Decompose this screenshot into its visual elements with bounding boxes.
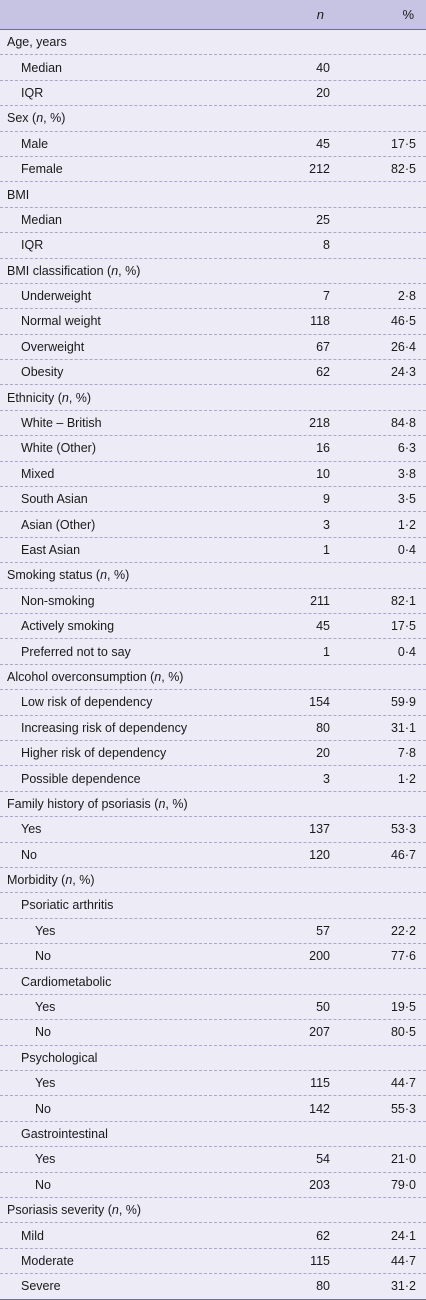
table-row — [0, 55, 426, 80]
row-label-text: Age, years — [7, 35, 67, 50]
row-pct: 44·7 — [390, 1076, 416, 1091]
row-pct: 84·8 — [390, 416, 416, 431]
row-label-text: Sex ( — [7, 111, 37, 126]
table-row — [0, 766, 426, 791]
row-label — [0, 975, 250, 989]
row-n: 218 — [309, 416, 330, 431]
table-row — [0, 360, 426, 385]
row-label — [0, 188, 250, 202]
row-label-italic: n — [111, 1203, 119, 1218]
row-label — [0, 492, 250, 506]
row-label — [0, 238, 250, 252]
row-label — [0, 949, 250, 963]
row-label-text: BMI classification ( — [7, 263, 112, 278]
row-label-text: Psychological — [21, 1050, 98, 1065]
table-row — [0, 132, 426, 157]
row-pct: 6·3 — [397, 441, 416, 456]
row-pct: 31·2 — [390, 1279, 416, 1294]
row-label-text: South Asian — [21, 492, 88, 507]
row-pct: 3·8 — [397, 466, 416, 481]
table-row — [0, 1173, 426, 1198]
row-label-text: No — [35, 1177, 51, 1192]
table-row — [0, 487, 426, 512]
row-label — [0, 340, 250, 354]
row-n: 45 — [316, 136, 330, 151]
row-label-text: Obesity — [21, 365, 64, 380]
table-row — [0, 944, 426, 969]
row-label-text: Ethnicity ( — [7, 390, 62, 405]
row-label — [0, 1254, 250, 1268]
row-pct: 7·8 — [397, 746, 416, 761]
table-row — [0, 995, 426, 1020]
row-n: 3 — [323, 771, 330, 786]
row-label-text: Median — [21, 212, 62, 227]
row-label — [0, 721, 250, 735]
row-pct: 59·9 — [390, 695, 416, 710]
row-label — [0, 898, 250, 912]
table-header — [0, 0, 426, 30]
row-label — [0, 1102, 250, 1116]
row-label-tail: , %) — [72, 873, 95, 888]
row-label — [0, 619, 250, 633]
row-pct: 31·1 — [390, 720, 416, 735]
row-label-text: Yes — [35, 1152, 56, 1167]
row-label-tail: , %) — [161, 669, 184, 684]
row-label-tail: , %) — [118, 1203, 142, 1218]
table-row — [0, 1198, 426, 1223]
row-pct: 17·5 — [390, 619, 416, 634]
table-row — [0, 893, 426, 918]
table-row — [0, 182, 426, 207]
row-label-text: Yes — [35, 1076, 56, 1091]
header-n: n — [316, 7, 324, 22]
row-label-text: White – British — [21, 416, 102, 431]
row-n: 25 — [316, 212, 330, 227]
table-row — [0, 462, 426, 487]
row-label-text: Morbidity ( — [7, 873, 66, 888]
table-row — [0, 1147, 426, 1172]
row-label — [0, 594, 250, 608]
row-label — [0, 35, 250, 49]
table-row — [0, 30, 426, 55]
row-pct: 24·3 — [390, 365, 416, 380]
row-label-text: Yes — [35, 1000, 56, 1015]
row-pct: 46·5 — [390, 314, 416, 329]
row-pct: 55·3 — [390, 1101, 416, 1116]
table-row — [0, 792, 426, 817]
row-label-italic: n — [100, 568, 108, 583]
row-label — [0, 1152, 250, 1166]
table-row — [0, 716, 426, 741]
row-label — [0, 137, 250, 151]
row-label-text: Underweight — [21, 289, 92, 304]
row-label-text: Mild — [21, 1228, 44, 1243]
row-label-text: No — [35, 949, 51, 964]
table-row — [0, 690, 426, 715]
row-n: 1 — [323, 644, 330, 659]
table-row — [0, 309, 426, 334]
row-n: 211 — [310, 593, 330, 608]
row-n: 3 — [323, 517, 330, 532]
row-n: 16 — [316, 441, 330, 456]
row-pct: 22·2 — [390, 923, 416, 938]
row-label — [0, 1279, 250, 1293]
table-row — [0, 665, 426, 690]
row-label — [0, 645, 250, 659]
row-pct: 79·0 — [390, 1177, 416, 1192]
row-label-text: White (Other) — [21, 441, 97, 456]
table-row — [0, 208, 426, 233]
row-n: 20 — [316, 85, 330, 100]
row-label-italic: n — [65, 873, 73, 888]
row-n: 200 — [309, 949, 330, 964]
row-label — [0, 797, 250, 811]
row-label-text: IQR — [21, 238, 44, 253]
row-label-text: No — [21, 847, 37, 862]
row-n: 9 — [323, 492, 330, 507]
row-label-text: Preferred not to say — [21, 644, 131, 659]
row-n: 137 — [309, 822, 330, 837]
row-label-text: Psoriatic arthritis — [21, 898, 114, 913]
table-row — [0, 563, 426, 588]
row-label-text: Family history of psoriasis ( — [7, 796, 159, 811]
row-label-italic: n — [154, 669, 162, 684]
row-n: 80 — [316, 720, 330, 735]
row-label — [0, 1178, 250, 1192]
row-label — [0, 162, 250, 176]
row-n: 8 — [323, 238, 330, 253]
row-label-text: Increasing risk of dependency — [21, 720, 188, 735]
row-n: 62 — [316, 365, 330, 380]
table-body — [0, 30, 426, 1300]
row-label-italic: n — [36, 111, 44, 126]
row-n: 7 — [323, 289, 330, 304]
row-n: 120 — [309, 847, 330, 862]
row-label-text: Severe — [21, 1279, 61, 1294]
row-label-tail: , %) — [68, 390, 92, 405]
row-label — [0, 289, 250, 303]
row-label — [0, 1203, 250, 1217]
row-label — [0, 1051, 250, 1065]
row-label — [0, 1000, 250, 1014]
row-label — [0, 111, 250, 125]
row-label — [0, 213, 250, 227]
row-n: 40 — [316, 60, 330, 75]
row-label-text: Low risk of dependency — [21, 695, 153, 710]
row-n: 118 — [310, 314, 330, 329]
table-row — [0, 919, 426, 944]
row-label-text: No — [35, 1025, 51, 1040]
row-label-text: Female — [21, 162, 63, 177]
row-label — [0, 1025, 250, 1039]
table-row — [0, 843, 426, 868]
row-label-text: Male — [21, 136, 49, 151]
row-label — [0, 873, 250, 887]
row-label-tail: , %) — [118, 263, 141, 278]
table-row — [0, 1020, 426, 1045]
row-n: 1 — [323, 543, 330, 557]
table-row — [0, 1046, 426, 1071]
table-row — [0, 538, 426, 563]
row-label-italic: n — [61, 390, 69, 405]
row-label — [0, 772, 250, 786]
header-pct: % — [402, 7, 414, 22]
row-label-tail: , %) — [165, 796, 188, 811]
table-row — [0, 868, 426, 893]
row-pct: 2·8 — [397, 289, 416, 304]
row-label — [0, 416, 250, 430]
row-n: 212 — [309, 162, 330, 177]
row-label — [0, 518, 250, 532]
row-pct: 46·7 — [390, 847, 416, 862]
row-n: 54 — [316, 1152, 330, 1167]
row-label — [0, 568, 250, 582]
row-label — [0, 848, 250, 862]
table-row — [0, 741, 426, 766]
table-row — [0, 81, 426, 106]
table-row — [0, 1122, 426, 1147]
row-label — [0, 1076, 250, 1090]
row-label — [0, 264, 250, 278]
row-pct: 0·4 — [397, 644, 416, 659]
row-label-text: Normal weight — [21, 314, 101, 329]
row-pct: 82·5 — [390, 162, 416, 177]
row-n: 115 — [310, 1253, 330, 1268]
row-pct: 1·2 — [397, 771, 416, 786]
row-label — [0, 441, 250, 455]
row-label-text: Gastrointestinal — [21, 1126, 108, 1141]
row-label-text: Yes — [21, 822, 42, 837]
row-label-text: Overweight — [21, 339, 85, 354]
row-pct: 77·6 — [390, 949, 416, 964]
row-pct: 3·5 — [397, 492, 416, 507]
row-label-text: Alcohol overconsumption ( — [7, 669, 155, 684]
row-pct: 1·2 — [397, 517, 416, 532]
table-row — [0, 385, 426, 410]
table-row — [0, 436, 426, 461]
row-n: 154 — [309, 695, 330, 710]
table-row — [0, 335, 426, 360]
row-label — [0, 924, 250, 938]
row-label — [0, 746, 250, 760]
table-row — [0, 1071, 426, 1096]
table-row — [0, 1274, 426, 1299]
row-n: 62 — [316, 1228, 330, 1243]
row-n: 20 — [316, 746, 330, 761]
row-label-italic: n — [111, 263, 119, 278]
table-row — [0, 1223, 426, 1248]
row-label-text: Psoriasis severity ( — [7, 1203, 112, 1218]
row-pct: 26·4 — [390, 339, 416, 354]
row-label-text: No — [35, 1101, 51, 1116]
row-label — [0, 391, 250, 405]
row-n: 80 — [316, 1279, 330, 1294]
row-label-text: Possible dependence — [21, 771, 141, 786]
row-label-text: Higher risk of dependency — [21, 746, 167, 761]
row-label — [0, 61, 250, 75]
row-pct: 53·3 — [390, 822, 416, 837]
row-n: 142 — [309, 1101, 330, 1116]
table-row — [0, 639, 426, 664]
row-n: 50 — [316, 1000, 330, 1015]
row-pct: 19·5 — [390, 1000, 416, 1015]
table-row — [0, 106, 426, 131]
table-row — [0, 589, 426, 614]
row-label-text: Cardiometabolic — [21, 974, 112, 989]
row-n: 45 — [316, 619, 330, 634]
row-label — [0, 695, 250, 709]
table-row — [0, 817, 426, 842]
table-row — [0, 157, 426, 182]
row-label — [0, 1229, 250, 1243]
row-n: 10 — [316, 466, 330, 481]
row-label — [0, 1127, 250, 1141]
table-row — [0, 284, 426, 309]
row-n: 203 — [309, 1177, 330, 1192]
row-n: 67 — [316, 339, 330, 354]
table-row — [0, 233, 426, 258]
row-pct: 82·1 — [390, 593, 416, 608]
row-label-text: Mixed — [21, 466, 55, 481]
table-row — [0, 969, 426, 994]
table-row — [0, 411, 426, 436]
row-label-text: Median — [21, 60, 62, 75]
row-label — [0, 670, 250, 684]
row-label-text: Moderate — [21, 1253, 74, 1268]
row-n: 57 — [316, 923, 330, 938]
row-label — [0, 467, 250, 481]
row-label-text: Asian (Other) — [21, 517, 96, 532]
row-label-text: Smoking status ( — [7, 568, 101, 583]
table-row — [0, 1249, 426, 1274]
row-pct: 24·1 — [390, 1228, 416, 1243]
row-label-text: IQR — [21, 85, 44, 100]
row-label-text: Actively smoking — [21, 619, 115, 634]
row-label-tail: , %) — [43, 111, 66, 126]
table-row — [0, 614, 426, 639]
row-pct: 80·5 — [390, 1025, 416, 1040]
table-row — [0, 259, 426, 284]
row-label-text: Non-smoking — [21, 593, 95, 608]
row-pct: 17·5 — [390, 136, 416, 151]
row-label — [0, 365, 250, 379]
row-label-tail: , %) — [107, 568, 130, 583]
row-pct: 0·4 — [397, 543, 416, 557]
row-label — [0, 86, 250, 100]
row-label-text: East Asian — [21, 543, 81, 557]
row-label-text: BMI — [7, 187, 30, 202]
row-label-italic: n — [158, 796, 166, 811]
table-row — [0, 1096, 426, 1121]
row-label — [0, 314, 250, 328]
row-label — [0, 543, 250, 557]
row-n: 207 — [309, 1025, 330, 1040]
row-pct: 21·0 — [390, 1152, 416, 1167]
row-label — [0, 822, 250, 836]
row-n: 115 — [310, 1076, 330, 1091]
row-label-text: Yes — [35, 923, 56, 938]
table-row — [0, 512, 426, 537]
row-pct: 44·7 — [390, 1253, 416, 1268]
